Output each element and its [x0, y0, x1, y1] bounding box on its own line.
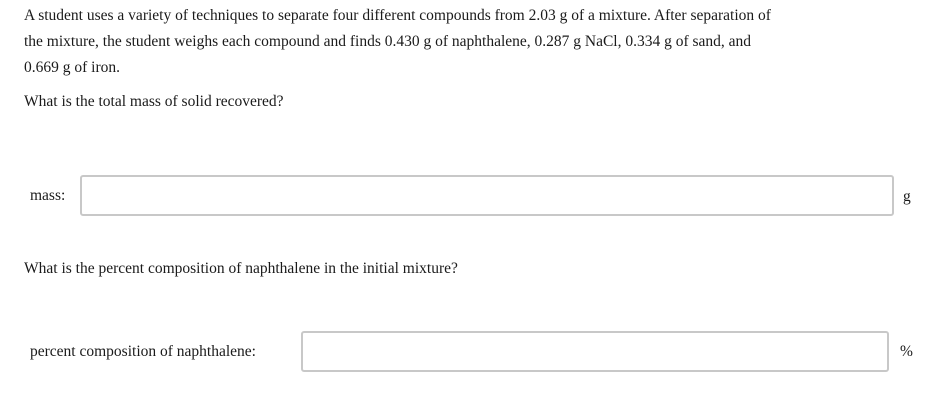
mass-input[interactable] — [80, 175, 894, 216]
problem-statement — [24, 3, 914, 81]
percent-composition-label: percent composition of naphthalene: — [30, 343, 256, 360]
problem-line-2: the mixture, the student weighs each compound and finds 0.430 g of naphthalene, 0.287 g NaCl, 0.334 g of sand, and — [24, 33, 752, 50]
mass-unit: g — [903, 188, 911, 205]
question-percent-composition: What is the percent composition of naphthalene in the initial mixture? — [24, 260, 458, 277]
percent-composition-input[interactable] — [301, 331, 889, 372]
problem-line-1: A student uses a variety of techniques to separate four different compounds from 2.03 g of a mixture. After separation of — [24, 7, 771, 24]
problem-line-3: 0.669 g of iron. — [24, 59, 121, 76]
question-total-mass: What is the total mass of solid recovered? — [24, 93, 284, 110]
percent-unit: % — [900, 343, 913, 360]
mass-label: mass: — [30, 187, 66, 204]
